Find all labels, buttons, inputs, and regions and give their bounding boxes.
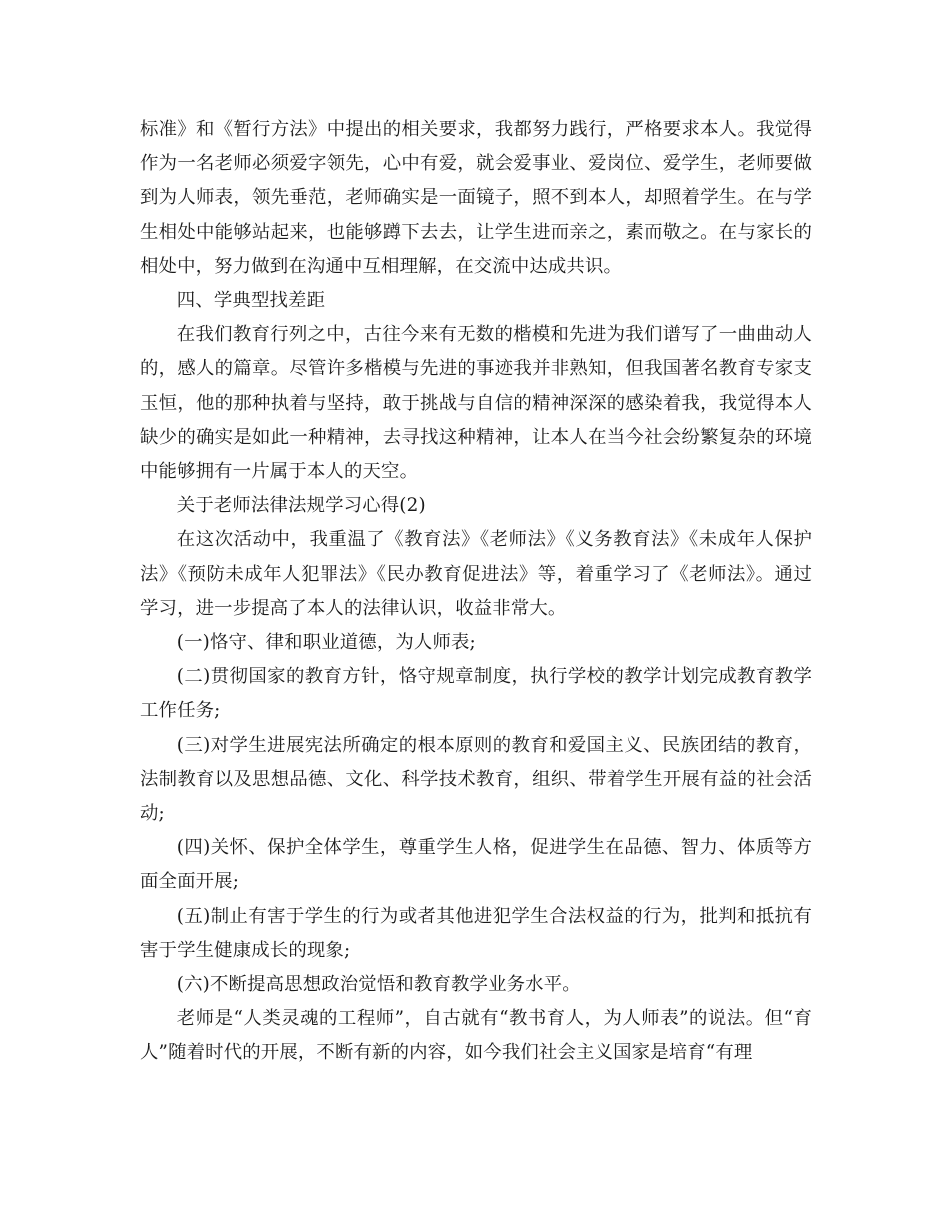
document-body xyxy=(140,113,812,1071)
list-item-duty-5: (五)制止有害于学生的行为或者其他进犯学生合法权益的行为，批判和抵抗有害于学生健康成长的现象; xyxy=(140,905,812,961)
list-item-duty-3: (三)对学生进展宪法所确定的根本原则的教育和爱国主义、民族团结的教育，法制教育以及思想品德、文化、科学技术教育，组织、带着学生开展有益的社会活动; xyxy=(140,734,812,825)
list-item-duty-2: (二)贯彻国家的教育方针，恪守规章制度，执行学校的教学计划完成教育教学工作任务; xyxy=(140,666,812,722)
paragraph-teacher-role: 老师是“人类灵魂的工程师”，自古就有“教书育人，为人师表”的说法。但“育人”随着时代的开展，不断有新的内容，如今我们社会主义国家是培育“有理 xyxy=(140,1008,812,1064)
paragraph-role-models: 在我们教育行列之中，古往今来有无数的楷模和先进为我们谱写了一曲曲动人的，感人的篇章。尽管许多楷模与先进的事迹我并非熟知，但我国著名教育专家支玉恒，他的那种执着与坚持，敢于挑战与自信的精神深深的感染着我，我觉得本人缺少的确实是如此一种精神，去寻找这种精神，让本人在当今社会纷繁复杂的环境中能够拥有一片属于本人的天空。 xyxy=(140,324,812,483)
heading-learn-from-models: 四、学典型找差距 xyxy=(176,290,326,312)
list-item-duty-1: (一)恪守、律和职业道德，为人师表; xyxy=(176,632,476,654)
paragraph-laws-reviewed: 在这次活动中，我重温了《教育法》《老师法》《义务教育法》《未成年人保护法》《预防未成年人犯罪法》《民办教育促进法》等，着重学习了《老师法》。通过学习，进一步提高了本人的法律认识，收益非常大。 xyxy=(140,529,812,619)
list-item-duty-6: (六)不断提高思想政治觉悟和教育教学业务水平。 xyxy=(176,974,581,996)
paragraph-standards-practice: 标准》和《暂行方法》中提出的相关要求，我都努力践行，严格要求本人。我觉得作为一名老师必须爱字领先，心中有爱，就会爱事业、爱岗位、爱学生，老师要做到为人师表，领先垂范，老师确实是一面镜子，照不到本人，却照着学生。在与学生相处中能够站起来，也能够蹲下去去，让学生进而亲之，素而敬之。在与家长的相处中，努力做到在沟通中互相理解，在交流中达成共识。 xyxy=(140,119,812,277)
list-item-duty-4: (四)关怀、保护全体学生，尊重学生人格，促进学生在品德、智力、体质等方面全面开展; xyxy=(140,837,812,893)
heading-law-study-notes: 关于老师法律法规学习心得(2) xyxy=(176,495,426,517)
